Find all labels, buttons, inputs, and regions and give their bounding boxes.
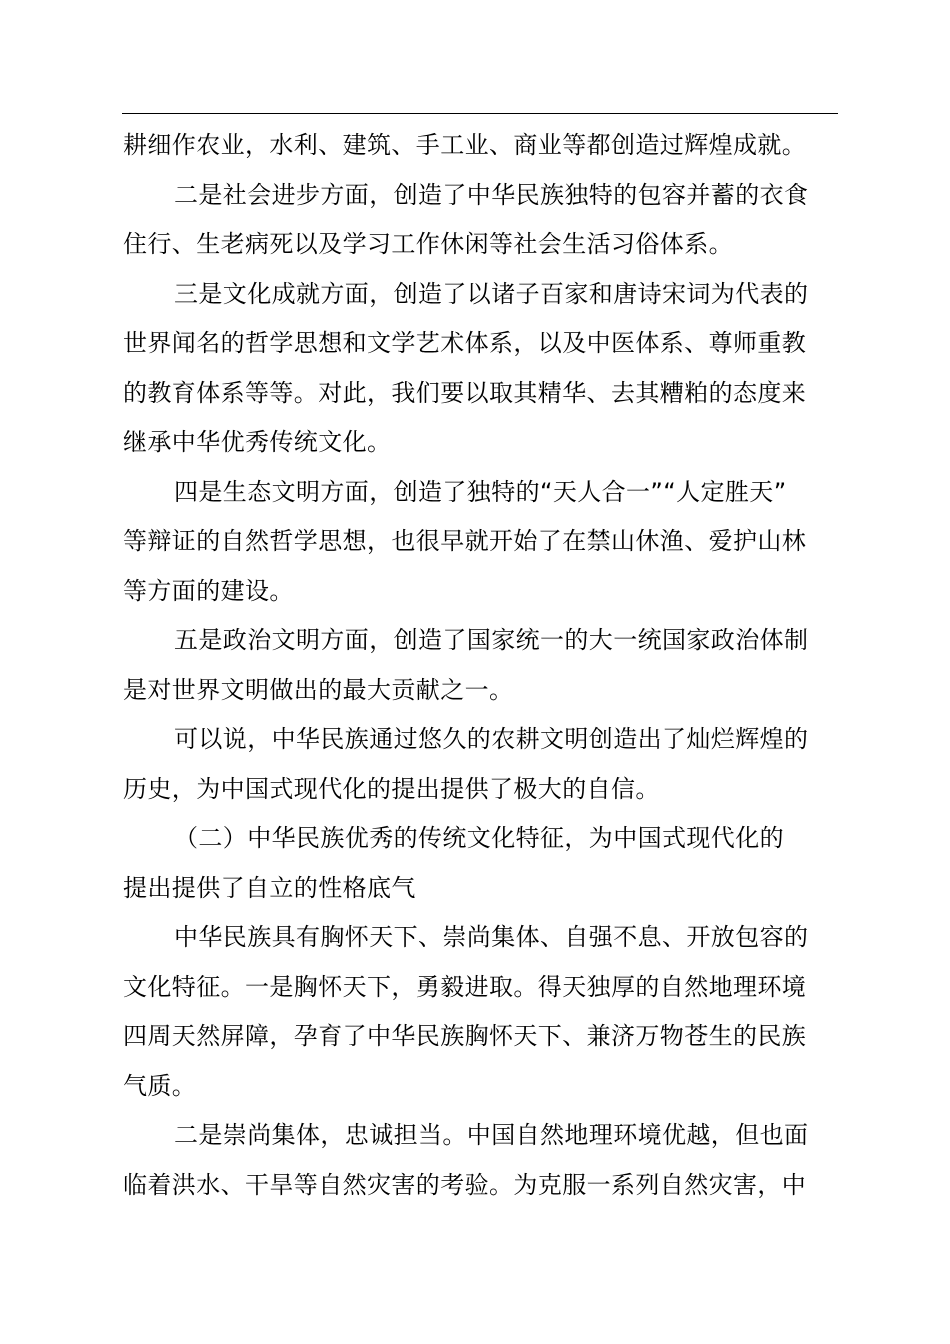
text-line: 等辩证的自然哲学思想，也很早就开始了在禁山休渔、爱护山林 xyxy=(123,527,807,555)
text-line: 的教育体系等等。对此，我们要以取其精华、去其糟粕的态度来 xyxy=(123,378,807,407)
text-line: 临着洪水、干旱等自然灾害的考验。为克服一系列自然灾害，中 xyxy=(123,1170,807,1199)
text-line: 耕细作农业，水利、建筑、手工业、商业等都创造过辉煌成就。 xyxy=(123,131,807,159)
paragraph-ecological-civilization xyxy=(123,468,841,617)
text-line: 历史，为中国式现代化的提出提供了极大的自信。 xyxy=(123,774,660,803)
text-line: 五是政治文明方面，创造了国家统一的大一统国家政治体制 xyxy=(174,626,809,654)
paragraph-continuation-agriculture xyxy=(123,121,841,171)
text-line: 二是社会进步方面，创造了中华民族独特的包容并蓄的衣食 xyxy=(174,180,809,209)
paragraph-collectivism xyxy=(123,1111,841,1210)
paragraph-cultural-achievement xyxy=(123,270,841,468)
text-line: 是对世界文明做出的最大贡献之一。 xyxy=(123,675,514,704)
text-line: 可以说，中华民族通过悠久的农耕文明创造出了灿烂辉煌的 xyxy=(174,725,809,753)
section-heading xyxy=(123,814,841,913)
text-line: （二）中华民族优秀的传统文化特征，为中国式现代化的 xyxy=(174,824,784,852)
text-line: 等方面的建设。 xyxy=(123,576,294,605)
text-line: 四是生态文明方面，创造了独特的“天人合一”“人定胜天” xyxy=(174,477,787,506)
header-rule xyxy=(122,113,838,114)
text-line: 文化特征。一是胸怀天下，勇毅进取。得天独厚的自然地理环境 xyxy=(123,972,807,1001)
paragraph-social-progress xyxy=(123,171,841,270)
document-body xyxy=(123,121,841,1210)
text-line: 三是文化成就方面，创造了以诸子百家和唐诗宋词为代表的 xyxy=(174,279,809,308)
text-line: 中华民族具有胸怀天下、崇尚集体、自强不息、开放包容的 xyxy=(174,923,809,951)
text-line: 住行、生老病死以及学习工作休闲等社会生活习俗体系。 xyxy=(123,230,733,258)
text-line: 继承中华优秀传统文化。 xyxy=(123,428,392,456)
paragraph-summary xyxy=(123,715,841,814)
text-line: 四周天然屏障，孕育了中华民族胸怀天下、兼济万物苍生的民族 xyxy=(123,1022,807,1050)
paragraph-political-civilization xyxy=(123,616,841,715)
text-line: 提出提供了自立的性格底气 xyxy=(123,873,416,902)
text-line: 二是崇尚集体，忠诚担当。中国自然地理环境优越，但也面 xyxy=(174,1121,809,1149)
text-line: 世界闻名的哲学思想和文学艺术体系，以及中医体系、尊师重教 xyxy=(123,329,807,357)
paragraph-cultural-traits xyxy=(123,913,841,1111)
text-line: 气质。 xyxy=(123,1071,197,1100)
